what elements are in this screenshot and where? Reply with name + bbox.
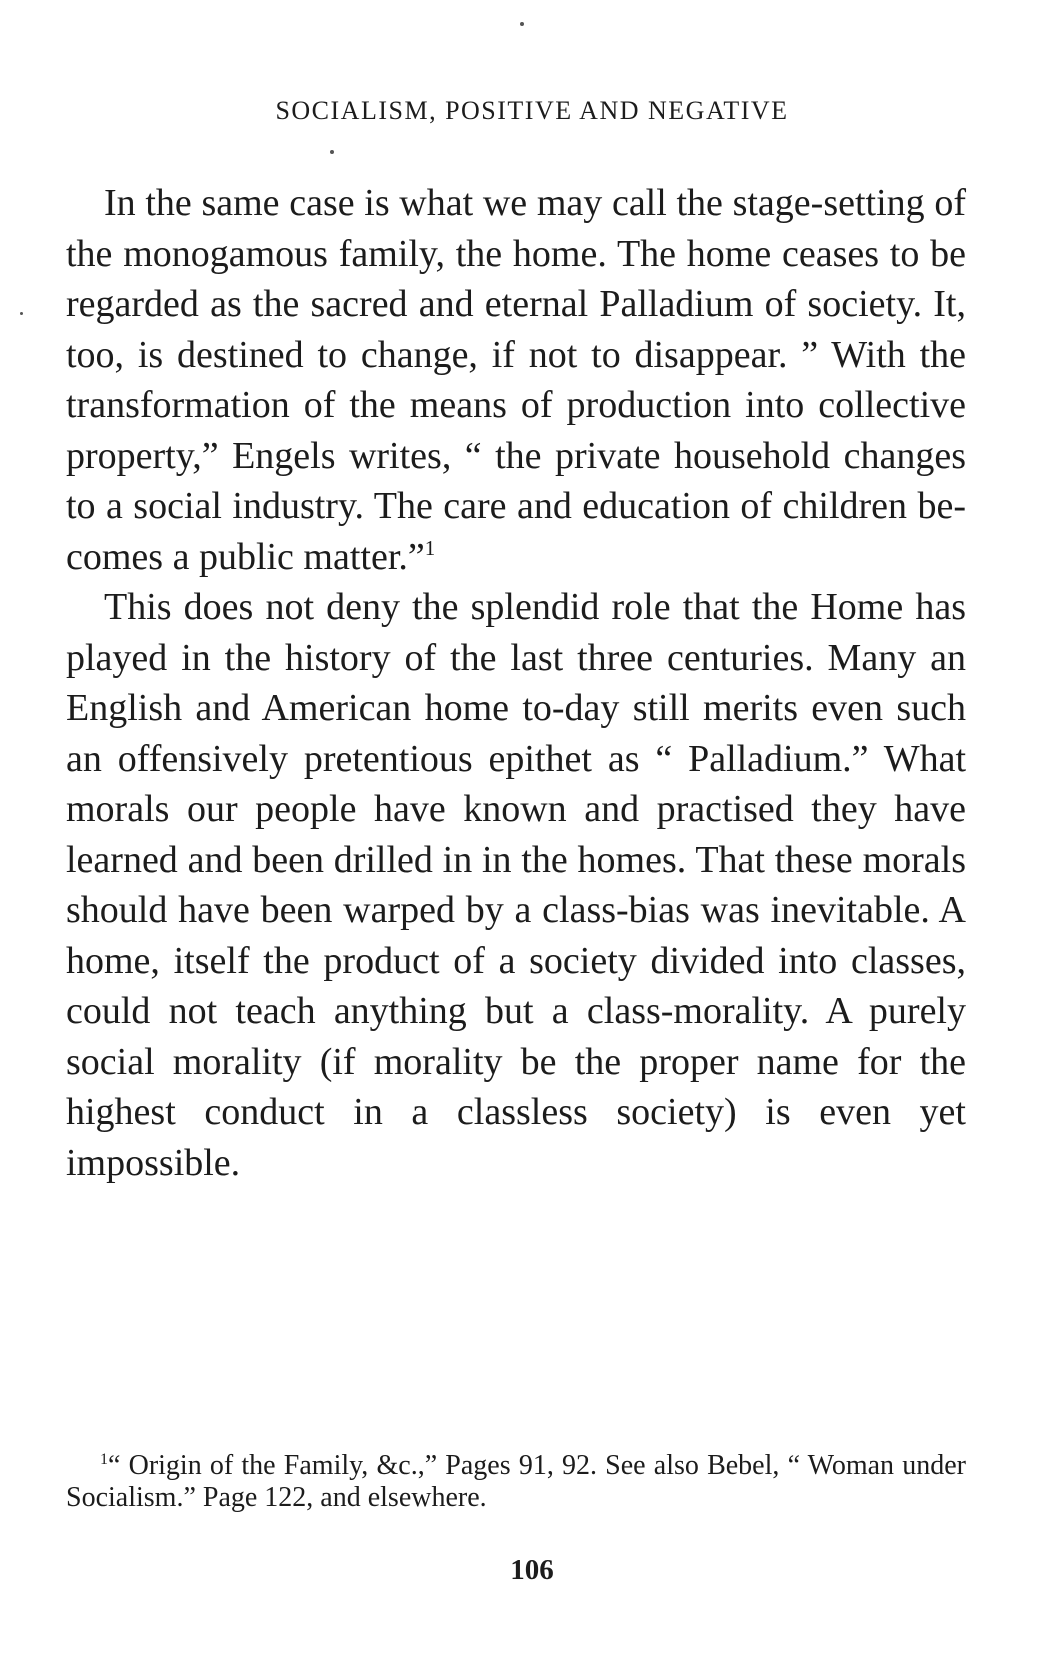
paragraph	[66, 178, 966, 582]
paragraph: This does not deny the splendid role that the Home has played in the history of the last three centuries. Many an English and American home to-day still merits even such an offensively pretentious epithet as “ Palladium.” What morals our people have known and practised they have learned and been drilled in in the homes. That these morals should have been warped by a class-bias was inevitable. A home, itself the product of a society divided into classes, could not teach anything but a class-morality. A purely social morality (if morality be the proper name for the highest conduct in a classless society) is even yet impossible.	[66, 586, 966, 1184]
running-title: SOCIALISM, POSITIVE AND NEGATIVE	[275, 96, 789, 125]
footnote	[66, 1450, 966, 1514]
print-speck	[330, 150, 334, 154]
print-speck	[520, 22, 524, 26]
footnote-text: “ Origin of the Family, &c.,” Pages 91, 92. See also Bebel, “ Woman under Socialism.” Page 122, and elsewhere.	[66, 1450, 966, 1513]
footnote-reference: 1	[424, 535, 436, 560]
paragraph-text: In the same case is what we may call the stage-setting of the monogamous family, the home. The home ceases to be regarded as the sacred and eternal Palladium of society. It, too, is destined to change, if not to disappear. ” With the transformation of the means of production into collective property,” Engels writes, “ the private household changes to a social industry. The care and education of children becomes a public matter.”	[66, 182, 966, 578]
page-number: 106	[510, 1554, 554, 1586]
footnote-marker: 1	[100, 1451, 108, 1468]
print-speck	[20, 312, 23, 315]
main-text	[66, 178, 966, 1188]
